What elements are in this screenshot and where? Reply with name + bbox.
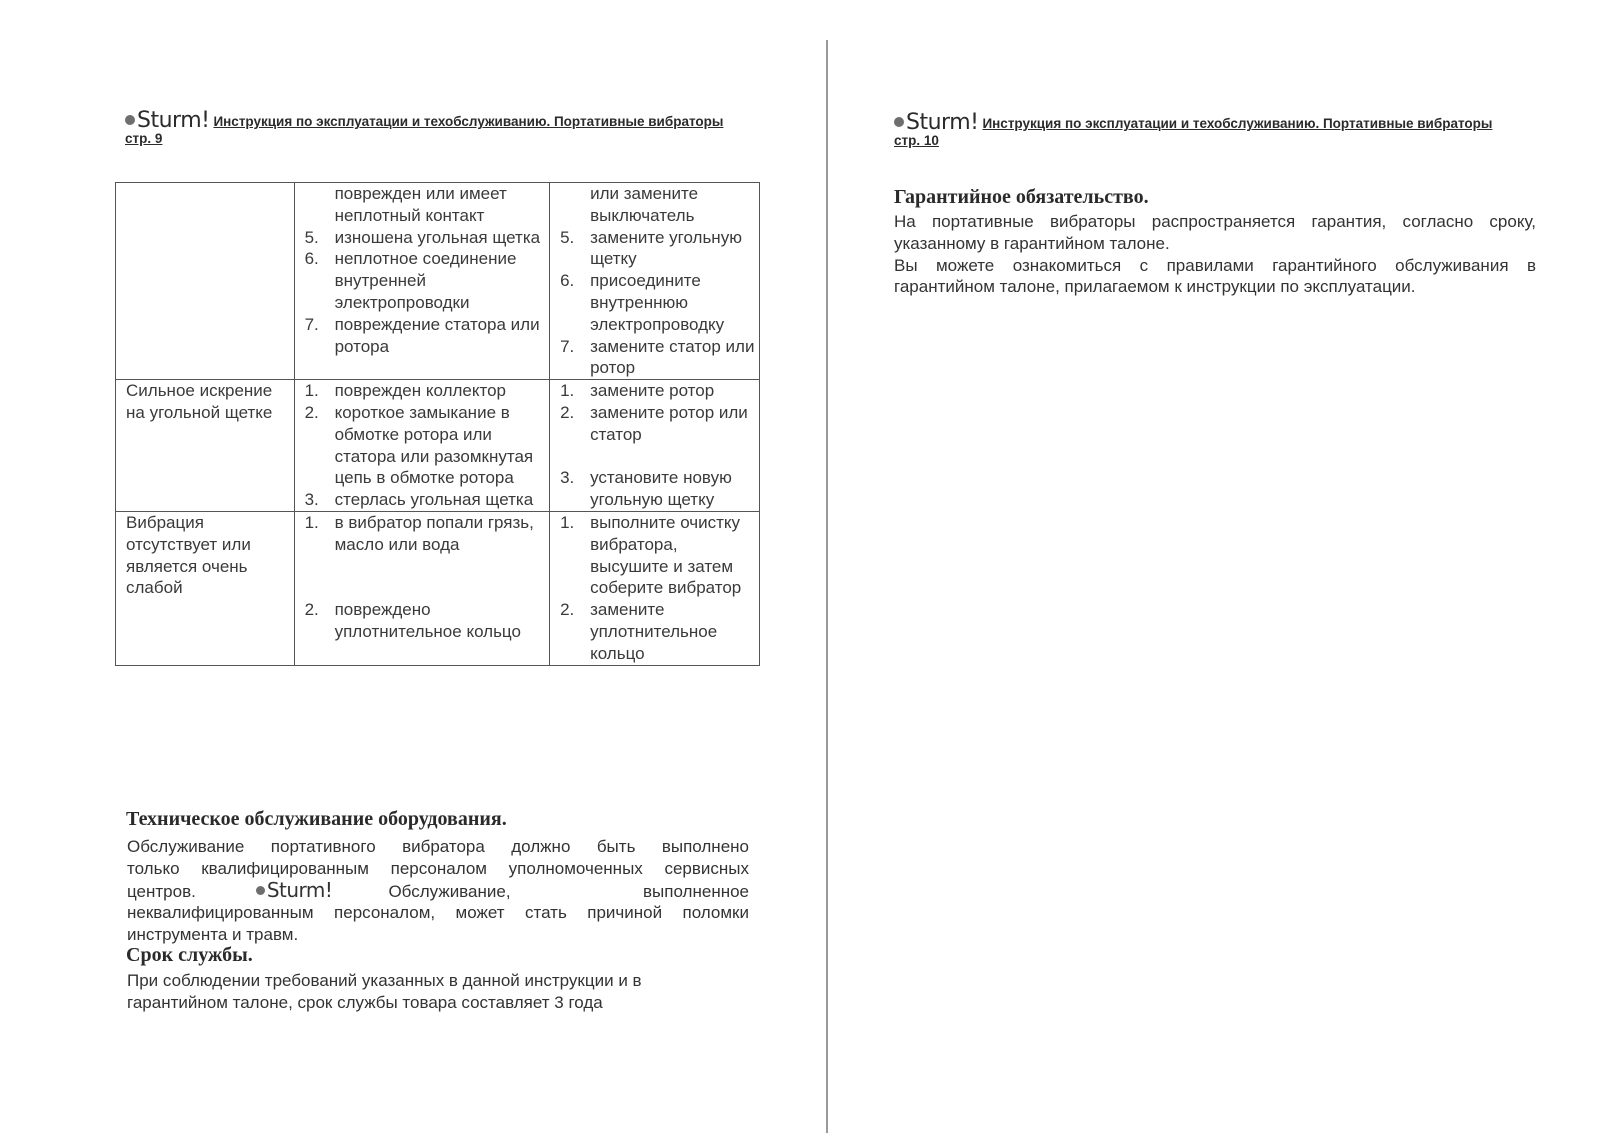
problem-cell: Вибрация отсутствует или является очень слабой [116,511,295,665]
left-page-header [125,108,725,147]
list-item: 1. в вибратор попали грязь, масло или вода [304,512,534,554]
list-item: 2. замените ротор или статор [560,402,748,444]
table-row [116,183,760,380]
list-item: 7. повреждение статора или ротора [304,314,540,356]
remedy-cell [550,380,760,512]
remedy-continued-line: выключатель [590,205,695,225]
list-item: 2. короткое замыкание в обмотке ротора или статора или разомкнутая цепь в обмотке ротора [304,402,534,488]
sturm-logo: Sturm! [125,112,209,129]
list-item: 3. стерлась угольная щетка [304,490,534,510]
list-item: 1. выполните очистку вибратора, высушите и затем соберите вибратор [560,512,742,598]
problem-cell [116,183,295,380]
maintenance-title: Техническое обслуживание оборудования. [126,808,507,830]
maintenance-text: Обслуживание портативного вибратора должно быть выполнено только квалифицированным персоналом уполномоченных сервисных центров. Sturm! Обслуживание, выполненное неквалифицированным персоналом, может стать причиной поломки инструмента и травм. [127,837,749,945]
cause-cell [294,511,549,665]
remedy-cell [550,511,760,665]
cause-continued-line: поврежден или имеет [334,184,507,203]
list-item: 7. замените статор или ротор [560,336,755,378]
right-header-text: Инструкция по эксплуатации и техобслуживанию. Портативные вибраторы стр. 10 [894,116,1493,148]
right-page-header [894,110,1514,149]
list-item: 1. поврежден коллектор [304,381,506,401]
list-item: 1. замените ротор [560,381,715,401]
sturm-logo-inline: Sturm! [256,880,333,902]
remedy-continued-line: или замените [590,184,699,203]
service-life-title: Срок службы. [126,944,253,966]
troubleshooting-table [115,182,760,666]
cause-cell [294,183,549,380]
remedy-cell [550,183,760,380]
warranty-title: Гарантийное обязательство. [894,186,1149,208]
cause-continued-line: неплотный контакт [334,205,485,225]
table-row [116,380,760,512]
problem-cell: Сильное искрение на угольной щетке [116,380,295,512]
list-item: 6. неплотное соединение внутренней электропроводки [304,249,517,312]
list-item: 5. замените угольную щетку [560,227,742,269]
warranty-text: На портативные вибраторы распространяется гарантия, согласно сроку, указанному в гарантийном талоне. Вы можете ознакомиться с правилами гарантийного обслуживания в гарантийном талоне, прилагаемом к инструкции по эксплуатации. [894,212,1536,297]
list-item: 6. присоедините внутреннюю электропроводку [560,271,725,334]
sturm-logo: Sturm! [894,114,978,131]
list-item: 2. повреждено уплотнительное кольцо [304,600,521,641]
page-fold [826,40,828,1133]
table-row [116,511,760,665]
list-item: 5. изношена угольная щетка [304,227,541,247]
service-life-text: При соблюдении требований указанных в данной инструкции и в гарантийном талоне, срок службы товара составляет 3 года [127,971,642,1012]
list-item: 2. замените уплотнительное кольцо [560,600,718,663]
cause-cell [294,380,549,512]
left-header-text: Инструкция по эксплуатации и техобслуживанию. Портативные вибраторы стр. 9 [125,114,724,146]
list-item: 3. установите новую угольную щетку [560,468,732,510]
